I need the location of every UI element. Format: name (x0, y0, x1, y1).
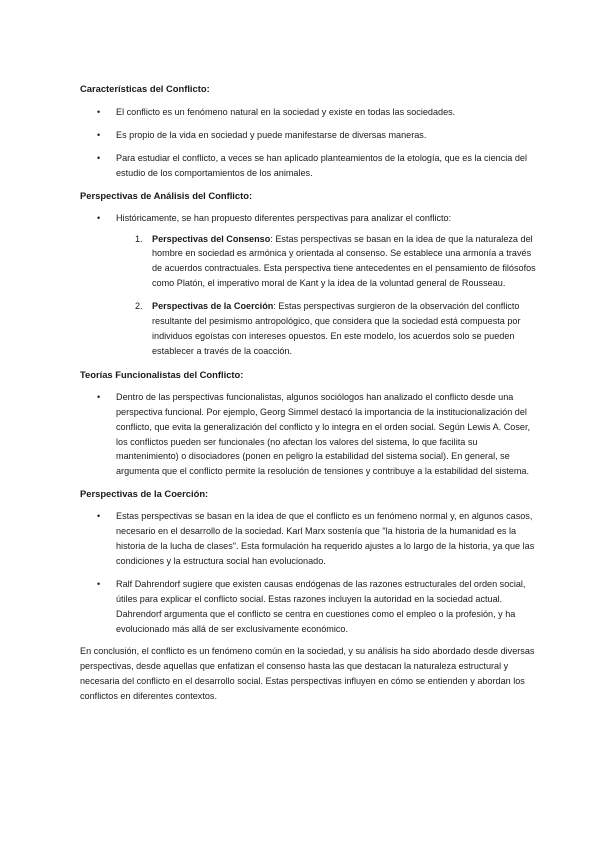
list-item: • Es propio de la vida en sociedad y puede manifestarse de diversas maneras. (80, 128, 540, 143)
item-text: : Estas perspectivas surgieron de la observación del conflicto resultante del pesimismo antropológico, que considera que la sociedad está compuesta por individuos egoístas con intereses opuestos. En este modelo, los acuerdos solo se pueden establecer a través de la coacción. (152, 301, 521, 356)
list-perspectivas-coercion (80, 509, 540, 636)
numbered-item-consenso (80, 232, 540, 292)
item-term: Perspectivas del Consenso (152, 233, 271, 244)
list-item: • Ralf Dahrendorf sugiere que existen causas endógenas de las razones estructurales del orden social, útiles para explicar el conflicto social. Estas razones incluyen la autoridad en la sociedad actual. Dahrendorf argumenta que el conflicto se centra en cuestiones como el empleo o la profesión, y ha evolucionado más allá de ser exclusivamente económico. (80, 577, 540, 637)
item-number: 1. (135, 233, 143, 244)
conclusion-paragraph: En conclusión, el conflicto es un fenómeno común en la sociedad, y su análisis ha sido abordado desde diversas perspectivas, desde aquellas que enfatizan el consenso hasta las que destacan la naturaleza estructural y necesaria del conflicto en el desarrollo social. Estas perspectivas influyen en cómo se entienden y abordan los conflictos en diferentes contextos. (80, 646, 535, 702)
item-number: 2. (135, 301, 143, 312)
heading-perspectivas-coercion: Perspectivas de la Coerción: (80, 488, 209, 500)
list-caracteristicas (80, 105, 540, 181)
list-teorias-funcionalistas (80, 390, 540, 479)
heading-teorias-funcionalistas: Teorías Funcionalistas del Conflicto: (80, 368, 244, 380)
list-item: • Para estudiar el conflicto, a veces se han aplicado planteamientos de la etología, que es la ciencia del estudio de los comportamientos de los animales. (80, 151, 540, 181)
item-term: Perspectivas de la Coerción (152, 301, 274, 312)
heading-caracteristicas: Características del Conflicto: (80, 83, 210, 94)
list-item: • El conflicto es un fenómeno natural en la sociedad y existe en todas las sociedades. (80, 105, 540, 120)
list-item: • Estas perspectivas se basan en la idea de que el conflicto es un fenómeno normal y, en algunos casos, necesario en el desarrollo de la sociedad. Karl Marx sostenía que "la historia de la humanidad es la historia de la lucha de clases". Esta formulación ha requerido ajustes a lo largo de la historia, ya que las condiciones y la estructura social han evolucionado. (80, 509, 540, 569)
list-perspectivas-analisis (80, 211, 540, 226)
list-item: • Históricamente, se han propuesto diferentes perspectivas para analizar el conflicto: (80, 211, 540, 226)
heading-perspectivas-analisis: Perspectivas de Análisis del Conflicto: (80, 189, 253, 201)
numbered-list-perspectivas (80, 232, 540, 359)
numbered-item-coercion (80, 299, 540, 359)
list-item: • Dentro de las perspectivas funcionalistas, algunos sociólogos han analizado el conflicto desde una perspectiva funcional. Por ejemplo, Georg Simmel destacó la importancia de la institucionalización del conflicto, que evita la generalización del conflicto y lo integra en el orden social. Según Lewis A. Coser, los conflictos pueden ser funcionales (no afectan los valores del sistema, lo que facilita su mantenimiento) o disociadores (ponen en peligro la estabilidad del sistema social). En general, se argumenta que el conflicto permite la resolución de tensiones y contribuye a la estabilidad del sistema. (80, 390, 540, 479)
item-text: : Estas perspectivas se basan en la idea de que la naturaleza del hombre en sociedad es armónica y orientada al consenso. Se establece una armonía a través de acuerdos contractuales. Esta perspectiva tiene antecedentes en el pensamiento de filósofos como Platón, el imperativo moral de Kant y la idea de la voluntad general de Rousseau. (152, 233, 536, 289)
